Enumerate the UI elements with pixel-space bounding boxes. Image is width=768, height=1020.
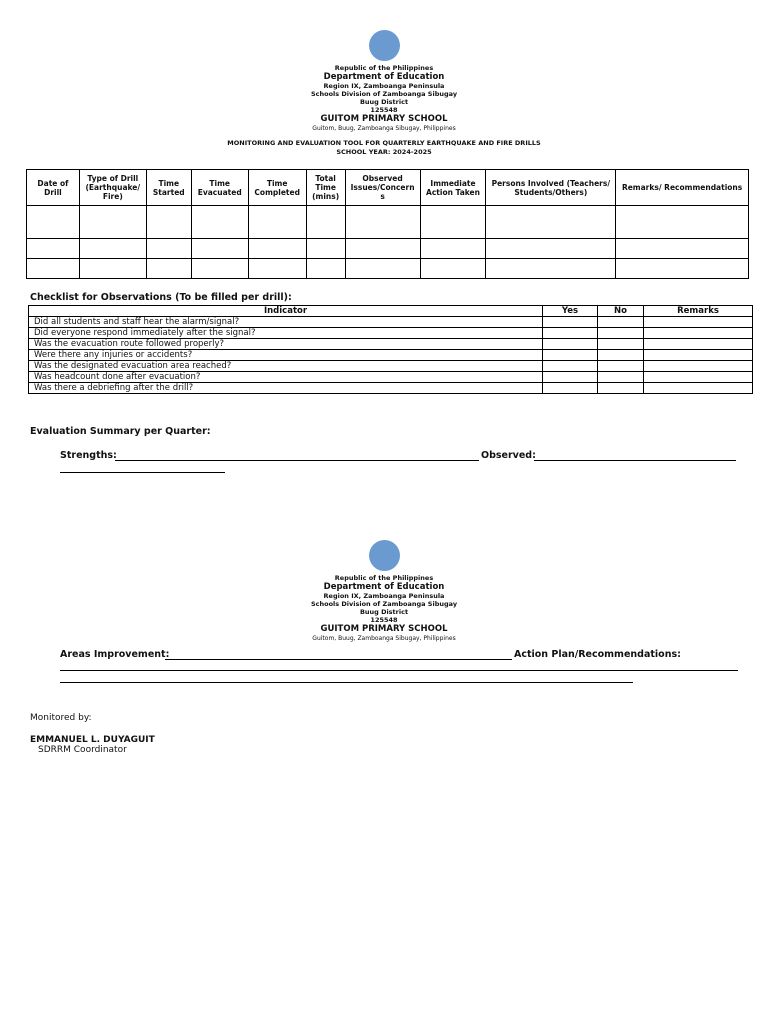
district-text: Buug District [359, 608, 409, 616]
yes-cell[interactable] [543, 383, 598, 394]
header-yes: Yes [543, 306, 598, 317]
table-cell[interactable] [420, 259, 486, 279]
region-text: Region IX, Zamboanga Peninsula [323, 592, 445, 600]
tool-title-text: MONITORING AND EVALUATION TOOL FOR QUARTERLY EARTHQUAKE AND FIRE DRILLS [227, 139, 541, 147]
header-time-evacuated: Time Evacuated [191, 170, 248, 206]
table-row [29, 383, 753, 394]
division-text: Schools Division of Zamboanga Sibugay [310, 90, 458, 98]
republic-text: Republic of the Philippines [334, 64, 434, 72]
table-cell[interactable] [306, 206, 345, 239]
table-cell[interactable] [248, 239, 306, 259]
school-id-text: 125548 [370, 616, 398, 624]
header-remarks: Remarks [644, 306, 753, 317]
table-cell[interactable] [248, 206, 306, 239]
school-name-text: GUITOM PRIMARY SCHOOL [320, 624, 448, 634]
signatory-name: EMMANUEL L. DUYAGUIT [30, 735, 155, 745]
remarks-cell[interactable] [644, 328, 753, 339]
table-row [29, 350, 753, 361]
checklist-table [28, 305, 753, 394]
strengths-continuation-line[interactable] [60, 472, 225, 473]
yes-cell[interactable] [543, 361, 598, 372]
table-cell[interactable] [146, 259, 191, 279]
table-cell[interactable] [146, 239, 191, 259]
address-text: Guitom, Buug, Zamboanga Sibugay, Philippines [312, 635, 456, 642]
table-cell[interactable] [191, 206, 248, 239]
district-text: Buug District [359, 98, 409, 106]
table-cell[interactable] [27, 206, 80, 239]
table-cell[interactable] [306, 259, 345, 279]
no-cell[interactable] [598, 372, 644, 383]
indicator-text: Were there any injuries or accidents? [29, 350, 543, 361]
department-text: Department of Education [323, 582, 445, 592]
header-issues: Observed Issues/Concern s [345, 170, 420, 206]
table-cell[interactable] [345, 259, 420, 279]
table-cell[interactable] [248, 259, 306, 279]
no-cell[interactable] [598, 339, 644, 350]
header-remarks: Remarks/ Recommendations [616, 170, 749, 206]
school-year-text: SCHOOL YEAR: 2024-2025 [336, 148, 432, 156]
remarks-cell[interactable] [644, 383, 753, 394]
no-cell[interactable] [598, 383, 644, 394]
republic-text: Republic of the Philippines [334, 574, 434, 582]
region-text: Region IX, Zamboanga Peninsula [323, 82, 445, 90]
school-id-text: 125548 [370, 106, 398, 114]
signatory-position: SDRRM Coordinator [38, 745, 127, 755]
indicator-text: Was the designated evacuation area reached? [29, 361, 543, 372]
deped-seal-icon [369, 540, 400, 571]
drill-table-header-row [27, 170, 749, 206]
header-time-started: Time Started [146, 170, 191, 206]
remarks-cell[interactable] [644, 372, 753, 383]
remarks-cell[interactable] [644, 339, 753, 350]
evaluation-title: Evaluation Summary per Quarter: [30, 426, 211, 437]
table-cell[interactable] [486, 239, 616, 259]
table-row [27, 239, 749, 259]
table-cell[interactable] [420, 206, 486, 239]
no-cell[interactable] [598, 317, 644, 328]
school-name-text: GUITOM PRIMARY SCHOOL [320, 114, 448, 124]
strengths-label: Strengths: [60, 450, 117, 461]
indicator-text: Did all students and staff hear the alarm/signal? [29, 317, 543, 328]
letterhead-repeat [0, 540, 768, 643]
yes-cell[interactable] [543, 372, 598, 383]
table-cell[interactable] [191, 259, 248, 279]
address-text: Guitom, Buug, Zamboanga Sibugay, Philippines [312, 125, 456, 132]
remarks-cell[interactable] [644, 350, 753, 361]
indicator-text: Was the evacuation route followed properly? [29, 339, 543, 350]
tool-title [0, 139, 768, 157]
yes-cell[interactable] [543, 339, 598, 350]
remarks-cell[interactable] [644, 317, 753, 328]
division-text: Schools Division of Zamboanga Sibugay [310, 600, 458, 608]
table-row [29, 317, 753, 328]
checklist-title: Checklist for Observations (To be filled per drill): [30, 292, 292, 303]
table-cell[interactable] [27, 259, 80, 279]
table-row [29, 361, 753, 372]
deped-seal-icon [369, 30, 400, 61]
indicator-text: Was headcount done after evacuation? [29, 372, 543, 383]
table-cell[interactable] [345, 239, 420, 259]
action-plan-label: Action Plan/Recommendations: [514, 649, 681, 660]
yes-cell[interactable] [543, 317, 598, 328]
header-no: No [598, 306, 644, 317]
header-time-completed: Time Completed [248, 170, 306, 206]
header-indicator: Indicator [29, 306, 543, 317]
observed-label: Observed: [481, 450, 536, 461]
table-cell[interactable] [146, 206, 191, 239]
table-cell[interactable] [345, 206, 420, 239]
header-persons: Persons Involved (Teachers/ Students/Others) [486, 170, 616, 206]
table-cell[interactable] [79, 206, 146, 239]
strengths-line[interactable] [115, 460, 479, 461]
monitored-by-label: Monitored by: [30, 713, 92, 723]
letterhead [0, 30, 768, 133]
header-type: Type of Drill (Earthquake/ Fire) [79, 170, 146, 206]
department-text: Department of Education [323, 72, 445, 82]
table-cell[interactable] [420, 239, 486, 259]
table-cell[interactable] [486, 206, 616, 239]
table-row [27, 259, 749, 279]
table-cell[interactable] [27, 239, 80, 259]
action-plan-line[interactable] [60, 670, 738, 671]
no-cell[interactable] [598, 328, 644, 339]
table-cell[interactable] [616, 259, 749, 279]
indicator-text: Was there a debriefing after the drill? [29, 383, 543, 394]
table-cell[interactable] [486, 259, 616, 279]
no-cell[interactable] [598, 350, 644, 361]
table-cell[interactable] [306, 239, 345, 259]
table-row [29, 339, 753, 350]
table-row [29, 328, 753, 339]
checklist-header-row [29, 306, 753, 317]
table-row [27, 206, 749, 239]
areas-improvement-label: Areas Improvement: [60, 649, 170, 660]
no-cell[interactable] [598, 361, 644, 372]
header-action: Immediate Action Taken [420, 170, 486, 206]
table-cell[interactable] [616, 206, 749, 239]
areas-improvement-line[interactable] [165, 659, 512, 660]
table-cell[interactable] [191, 239, 248, 259]
header-total-time: Total Time (mins) [306, 170, 345, 206]
yes-cell[interactable] [543, 350, 598, 361]
remarks-cell[interactable] [644, 361, 753, 372]
action-plan-line-2[interactable] [60, 682, 633, 683]
indicator-text: Did everyone respond immediately after the signal? [29, 328, 543, 339]
table-cell[interactable] [79, 259, 146, 279]
table-cell[interactable] [616, 239, 749, 259]
header-date: Date of Drill [27, 170, 80, 206]
observed-line[interactable] [534, 460, 736, 461]
yes-cell[interactable] [543, 328, 598, 339]
table-cell[interactable] [79, 239, 146, 259]
drill-table [26, 169, 749, 279]
table-row [29, 372, 753, 383]
